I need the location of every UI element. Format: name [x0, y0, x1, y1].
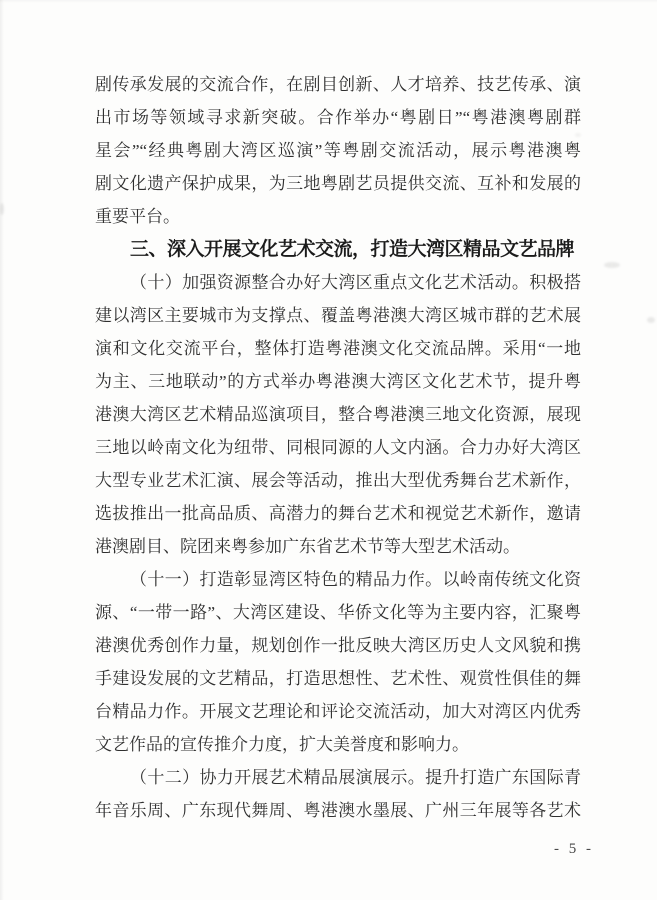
text-line: 台精品力作。开展文艺理论和评论交流活动，加大对湾区内优秀	[95, 702, 581, 721]
text-line: 星会”“经典粤剧大湾区巡演”等粤剧交流活动，展示粤港澳粤	[95, 141, 581, 160]
text-line: 手建设发展的文艺精品，打造思想性、艺术性、观赏性俱佳的舞	[95, 669, 581, 688]
text-line: 大型专业艺术汇演、展会等活动，推出大型优秀舞台艺术新作，	[95, 471, 581, 490]
text-line: 选拔推出一批高品质、高潜力的舞台艺术和视觉艺术新作，邀请	[95, 504, 581, 523]
text-line: 为主、三地联动”的方式举办粤港澳大湾区文化艺术节，提升粤	[95, 372, 581, 391]
text-line: 演和文化交流平台，整体打造粤港澳文化交流品牌。采用“一地	[95, 339, 581, 358]
scan-speck	[647, 317, 655, 323]
text-line: 源、“一带一路”、大湾区建设、华侨文化等为主要内容，汇聚粤	[95, 603, 581, 622]
paragraph-item-11	[95, 563, 581, 761]
text-line: 文艺作品的宣传推介力度，扩大美誉度和影响力。	[95, 735, 469, 754]
document-body	[95, 68, 581, 827]
text-line: 重要平台。	[95, 207, 180, 226]
text-line: 出市场等领域寻求新突破。合作举办“粤剧日”“粤港澳粤剧群	[95, 108, 581, 127]
text-line: 剧传承发展的交流合作，在剧目创新、人才培养、技艺传承、演	[95, 75, 581, 94]
text-line: 港澳大湾区艺术精品巡演项目，整合粤港澳三地文化资源，展现	[95, 405, 581, 424]
text-line: （十一）打造彰显湾区特色的精品力作。以岭南传统文化资	[130, 570, 581, 589]
scan-edge-shadow	[0, 0, 4, 900]
text-line: 港澳优秀创作力量，规划创作一批反映大湾区历史人文风貌和携	[95, 636, 581, 655]
text-line: 剧文化遗产保护成果，为三地粤剧艺员提供交流、互补和发展的	[95, 174, 581, 193]
text-line: 年音乐周、广东现代舞周、粤港澳水墨展、广州三年展等各艺术	[95, 801, 581, 820]
text-line: （十二）协力开展艺术精品展演展示。提升打造广东国际青	[130, 768, 581, 787]
page-number: - 5 -	[554, 841, 594, 857]
text-line: 建以湾区主要城市为支撑点、覆盖粤港澳大湾区城市群的艺术展	[95, 306, 581, 325]
paragraph-continuation	[95, 68, 581, 233]
scan-speck	[0, 203, 4, 215]
scan-edge-shadow-top	[0, 0, 657, 3]
section-heading: 三、深入开展文化艺术交流，打造大湾区精品文艺品牌	[130, 238, 575, 260]
text-line: （十）加强资源整合办好大湾区重点文化艺术活动。积极搭	[130, 273, 581, 292]
text-line: 港澳剧目、院团来粤参加广东省艺术节等大型艺术活动。	[95, 537, 520, 556]
paragraph-item-10	[95, 266, 581, 563]
paragraph-item-12	[95, 761, 581, 827]
scan-speck	[604, 262, 620, 268]
text-line: 三地以岭南文化为纽带、同根同源的人文内涵。合力办好大湾区	[95, 438, 581, 457]
scan-speck	[575, 133, 581, 137]
